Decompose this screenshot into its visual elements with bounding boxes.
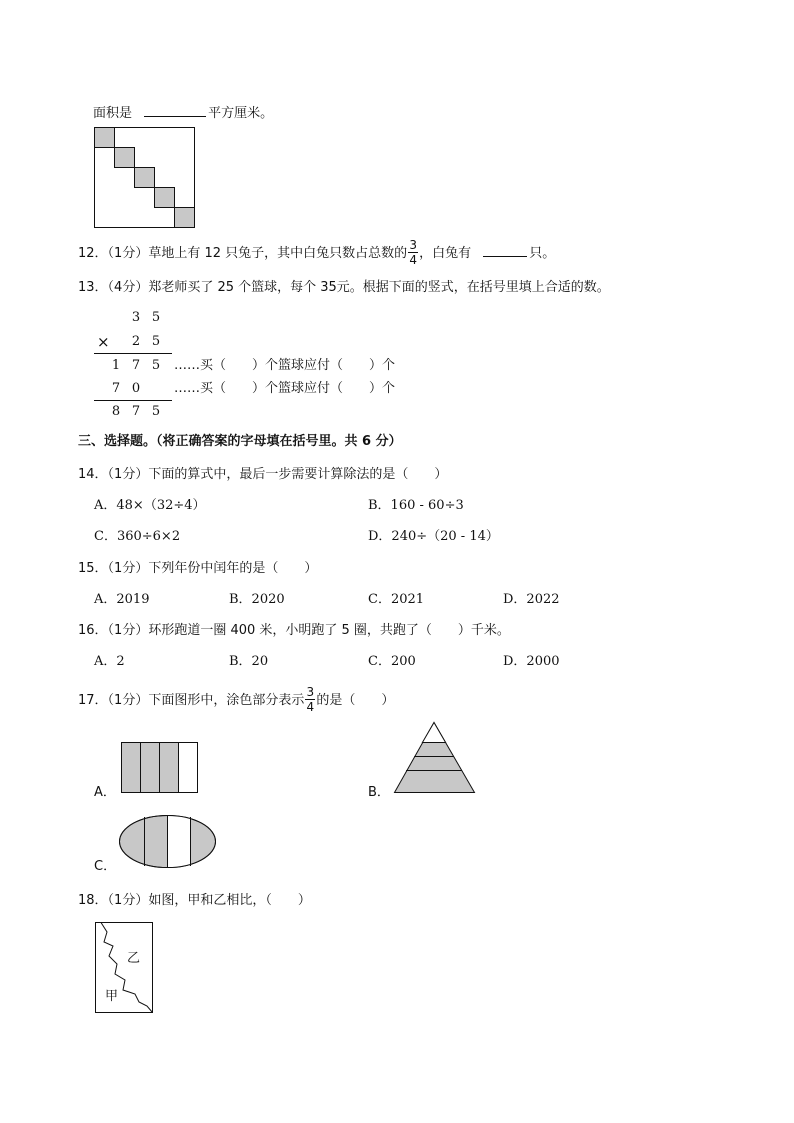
calc-row-1: 3 5 xyxy=(131,310,161,325)
q14-option-d[interactable]: D．240÷（20 - 14） xyxy=(368,529,499,544)
q12-answer-blank[interactable] xyxy=(483,242,527,257)
calc-line-1 xyxy=(94,353,172,354)
q12-text-mid: ，白兔有 xyxy=(419,246,472,261)
q15-option-a[interactable]: A．2019 xyxy=(94,592,150,607)
question-17 xyxy=(78,687,394,714)
q17-fraction: $\frac{3}{4}$ xyxy=(306,685,315,714)
q15-option-b[interactable]: B．2020 xyxy=(229,592,285,607)
q16-option-c[interactable]: C．200 xyxy=(368,654,416,669)
question-13: 13．（4分）郑老师买了 25 个篮球，每个 35元。根据下面的竖式，在括号里填上合适的数。 xyxy=(78,280,610,295)
q11-prefix: 面积是 xyxy=(93,106,133,121)
shaded-square-2 xyxy=(115,148,135,168)
calc-row-2: 2 5 xyxy=(131,334,161,349)
q14-option-a[interactable]: A．48×（32÷4） xyxy=(94,498,206,513)
q16-option-b[interactable]: B．20 xyxy=(229,654,269,669)
question-14: 14．（1分）下面的算式中，最后一步需要计算除法的是（ ） xyxy=(78,467,448,482)
q17-stem-end: 的是（ ） xyxy=(316,693,395,708)
q11-answer-blank[interactable] xyxy=(144,102,206,117)
q18-figure-jia-yi xyxy=(95,922,155,1016)
calc-row-4: 7 0 xyxy=(111,381,141,396)
calc-note-2[interactable]: ……买（ ）个篮球应付（ ）个 xyxy=(174,381,396,396)
q12-number: 12．（1分） xyxy=(78,246,149,261)
q17-label-b[interactable]: B． xyxy=(368,785,390,800)
calc-note-1[interactable]: ……买（ ）个篮球应付（ ）个 xyxy=(174,358,396,373)
q17-figure-c-ellipse xyxy=(119,815,217,869)
q17-figure-a-rectangle xyxy=(121,742,199,794)
q11-suffix: 平方厘米。 xyxy=(208,106,274,121)
q17-label-c[interactable]: C． xyxy=(94,859,117,874)
q11-text xyxy=(93,102,273,123)
q12-text-end: 只。 xyxy=(529,246,556,261)
q16-option-d[interactable]: D．2000 xyxy=(503,654,560,669)
calc-line-2 xyxy=(94,400,172,401)
calc-row-3: 1 7 5 xyxy=(111,358,161,373)
q11-square-figure xyxy=(94,127,196,229)
q18-label-jia: 甲 xyxy=(105,989,119,1004)
shaded-square-5 xyxy=(175,208,195,228)
q16-option-a[interactable]: A．2 xyxy=(94,654,125,669)
question-16: 16．（1分）环形跑道一圈 400 米，小明跑了 5 圈，共跑了（ ）千米。 xyxy=(78,623,510,638)
shaded-square-4 xyxy=(155,188,175,208)
q14-option-c[interactable]: C．360÷6×2 xyxy=(94,529,181,544)
question-15: 15．（1分）下列年份中闰年的是（ ） xyxy=(78,561,318,576)
question-18: 18．（1分）如图，甲和乙相比，（ ） xyxy=(78,893,311,908)
q15-option-d[interactable]: D．2022 xyxy=(503,592,560,607)
q17-label-a[interactable]: A． xyxy=(94,785,116,800)
q12-text: 草地上有 12 只兔子，其中白兔只数占总数的 xyxy=(148,246,408,261)
q14-option-b[interactable]: B．160 - 60÷3 xyxy=(368,498,464,513)
calc-row-5: 8 7 5 xyxy=(111,404,161,419)
times-sign: × xyxy=(97,333,110,351)
q15-option-c[interactable]: C．2021 xyxy=(368,592,425,607)
q17-figure-b-triangle xyxy=(394,722,476,794)
shaded-square-3 xyxy=(135,168,155,188)
q17-stem: 17．（1分）下面图形中，涂色部分表示 xyxy=(78,693,305,708)
section-3-title: 三、选择题。（将正确答案的字母填在括号里。共 6 分） xyxy=(78,434,402,449)
shaded-square-1 xyxy=(95,128,115,148)
q12-fraction: $\frac{3}{4}$ xyxy=(409,238,417,267)
q18-label-yi: 乙 xyxy=(127,951,141,966)
question-12 xyxy=(78,240,555,267)
